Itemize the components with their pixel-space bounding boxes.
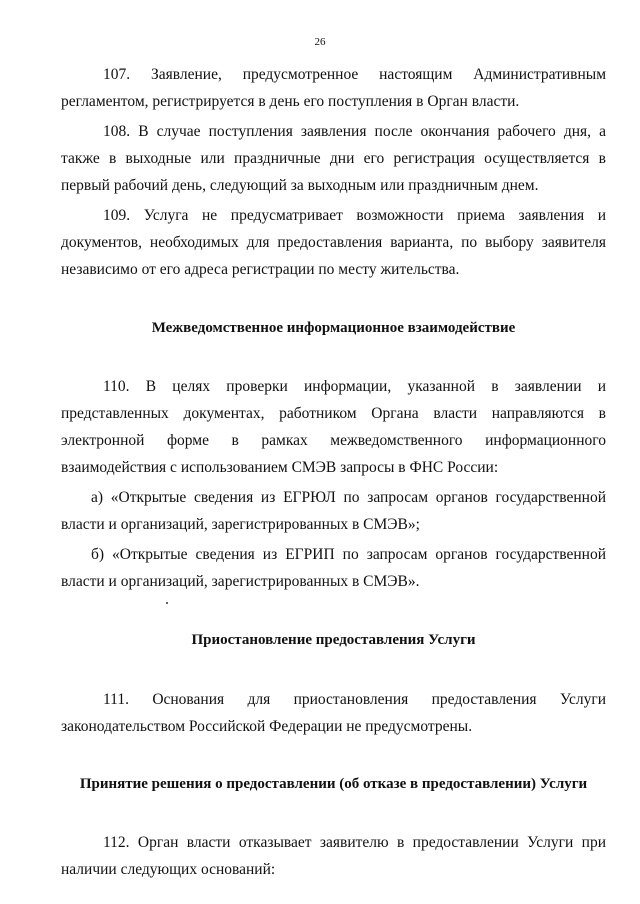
paragraph-107: 107. Заявление, предусмотренное настоящим Административным регламентом, регистрируется в день его поступления в Орган власти. [61, 66, 606, 110]
page-number: 26 [314, 36, 326, 48]
paragraph-109: 109. Услуга не предусматривает возможности приема заявления и документов, необходимых для предоставления варианта, по выбору заявителя независимо от его адреса регистрации по месту жительства. [61, 207, 606, 278]
list-item-a: а) «Открытые сведения из ЕГРЮЛ по запросам органов государственной власти и организаций, зарегистрированных в СМЭВ»; [61, 489, 606, 533]
paragraph-110: 110. В целях проверки информации, указанной в заявлении и представленных документах, работником Органа власти направляются в электронной форме в рамках межведомственного информационного взаимодействия с использованием СМЭВ запросы в ФНС России: [61, 378, 606, 476]
list-item-b: б) «Открытые сведения из ЕГРИП по запросам органов государственной власти и организаций, зарегистрированных в СМЭВ». [61, 546, 606, 590]
scan-speck [166, 602, 168, 604]
paragraph-112: 112. Орган власти отказывает заявителю в предоставлении Услуги при наличии следующих оснований: [61, 834, 606, 878]
section-heading-interagency: Межведомственное информационное взаимодействие [151, 320, 516, 336]
section-heading-decision: Принятие решения о предоставлении (об отказе в предоставлении) Услуги [79, 776, 588, 792]
document-body [61, 61, 606, 883]
section-heading-suspension: Приостановление предоставления Услуги [191, 632, 476, 648]
paragraph-111: 111. Основания для приостановления предоставления Услуги законодательством Российской Федерации не предусмотрены. [61, 691, 606, 735]
paragraph-108: 108. В случае поступления заявления после окончания рабочего дня, а также в выходные или праздничные дни его регистрация осуществляется в первый рабочий день, следующий за выходным или праздничным днем. [61, 123, 606, 194]
